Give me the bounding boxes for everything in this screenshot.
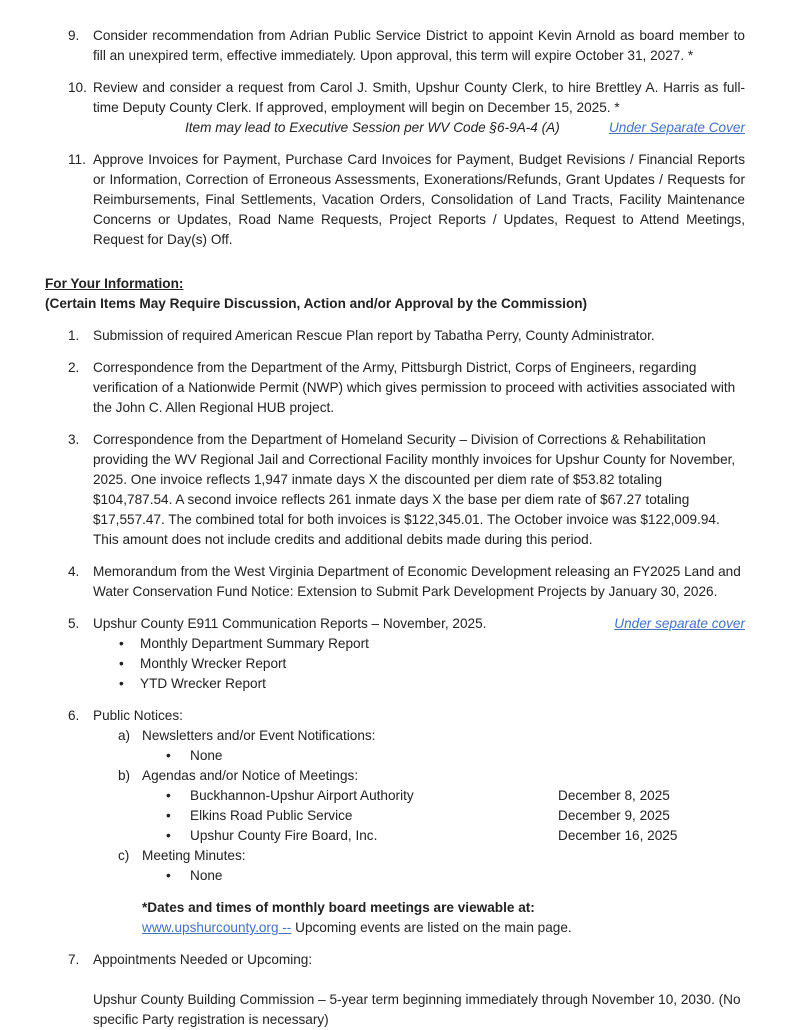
item-text: Upshur County E911 Communication Reports – November, 2025. [93,616,487,631]
meeting-date: December 16, 2025 [558,828,678,843]
sub-text: Newsletters and/or Event Notifications: [142,728,376,743]
item-text: Correspondence from the Department of Homeland Security – Division of Corrections & Rehabilitation providing the WV Regional Jail and Correctional Facility monthly invoices for Upshur County for November, 2025. One invoice reflects 1,947 inmate days X the discounted per diem rate of $53.82 totaling $104,787.54. A second invoice reflects 261 inmate days X the base per diem rate of $67.27 totaling $17,557.47. The combined total for both invoices is $122,345.01. The October invoice was $122,009.94. This amount does not include credits and additional debits made during this period. [93,432,736,547]
fyi-item-6 [45,706,745,938]
agenda-item-10 [45,78,745,138]
item-text: Review and consider a request from Carol J. Smith, Upshur County Clerk, to hire Brettley A. Harris as full-time Deputy County Clerk. If approved, employment will begin on December 15, 2025. * [93,80,745,115]
public-notice-sub-a [93,726,745,746]
bullet-text: • Elkins Road Public Service [190,808,353,823]
upshurcounty-link[interactable]: www.upshurcounty.org -- [142,920,292,935]
item-number: 5. [68,616,80,631]
board-meetings-note-rest: Upcoming events are listed on the main page. [291,920,572,935]
executive-session-note-row [93,118,745,138]
fyi-item-7 [45,950,745,1030]
fyi-item-1 [45,326,745,346]
item-number: 7. [68,952,80,967]
item-text: Consider recommendation from Adrian Public Service District to appoint Kevin Arnold as board member to fill an unexpired term, effective immediately. Upon approval, this term will expire October 31, 2027. * [93,28,745,63]
meeting-date: December 8, 2025 [558,788,670,803]
item-number: 1. [68,328,80,343]
fyi-heading: For Your Information: [45,276,184,291]
board-meetings-note [142,898,745,938]
item-text: Submission of required American Rescue Plan report by Tabatha Perry, County Administrator. [93,328,655,343]
fyi-item-5 [45,614,745,694]
fyi-item-4 [45,562,745,602]
item-text: Memorandum from the West Virginia Department of Economic Development releasing an FY2025 Land and Water Conservation Fund Notice: Extension to Submit Park Development Projects by January 30, 2026. [93,564,741,599]
fyi-item-3 [45,430,745,550]
report-bullet: • Monthly Department Summary Report [93,634,745,654]
fyi-subheading: (Certain Items May Require Discussion, Action and/or Approval by the Commission) [45,296,588,311]
item-number: 4. [68,564,80,579]
item-number: 9. [68,28,80,43]
sub-label: c) [118,848,130,863]
item-text: Correspondence from the Department of the Army, Pittsburgh District, Corps of Engineers, regarding verification of a Nationwide Permit (NWP) which gives permission to proceed with activities associated with the John C. Allen Regional HUB project. [93,360,736,415]
minutes-bullet [93,866,745,886]
sub-text: Agendas and/or Notice of Meetings: [142,768,359,783]
under-separate-cover-link[interactable]: Under Separate Cover [608,120,745,135]
item-number: 2. [68,360,80,375]
meeting-bullet [93,806,745,826]
meeting-bullet [93,826,745,846]
appointment-paragraph: Upshur County Building Commission – 5-year term beginning immediately through November 10, 2030. (No specific Party registration is necessary) [93,992,741,1027]
bullet-text: • None [190,868,223,883]
sub-label: a) [118,728,131,743]
item-number: 10. [68,80,87,95]
public-notice-sub-b [93,766,745,786]
item-text: Public Notices: [93,708,183,723]
under-separate-cover-link[interactable]: Under separate cover [614,616,745,631]
item-number: 11. [68,152,86,167]
report-bullet: • Monthly Wrecker Report [93,654,745,674]
meeting-bullet [93,786,745,806]
report-bullet: • YTD Wrecker Report [93,674,745,694]
bullet-text: • Buckhannon-Upshur Airport Authority [190,788,414,803]
executive-session-note: Item may lead to Executive Session per WV Code §6-9A-4 (A) [185,120,560,135]
bullet-text: • Upshur County Fire Board, Inc. [190,828,378,843]
sub-text: Meeting Minutes: [142,848,246,863]
bullet-text: • None [190,748,223,763]
board-meetings-note-line [142,918,745,938]
board-meetings-note-bold: *Dates and times of monthly board meetings are viewable at: [142,900,535,915]
sub-label: b) [118,768,131,783]
meeting-date: December 9, 2025 [558,808,670,823]
item-number: 3. [68,432,80,447]
item-number: 6. [68,708,80,723]
agenda-item-9 [45,26,745,66]
fyi-item-2 [45,358,745,418]
notice-bullet [93,746,745,766]
public-notice-sub-c [93,846,745,866]
agenda-item-11 [45,150,745,250]
item-text: Approve Invoices for Payment, Purchase Card Invoices for Payment, Budget Revisions / Financial Reports or Information, Correction of Erroneous Assessments, Exonerations/Refunds, Grant Updates / Requests for Reimbursements, Final Settlements, Vacation Orders, Consolidation of Land Tracts, Facility Maintenance Concerns or Updates, Road Name Requests, Project Reports / Updates, Request to Attend Meetings, Request for Day(s) Off. [93,152,745,247]
item-text: Appointments Needed or Upcoming: [93,952,313,967]
